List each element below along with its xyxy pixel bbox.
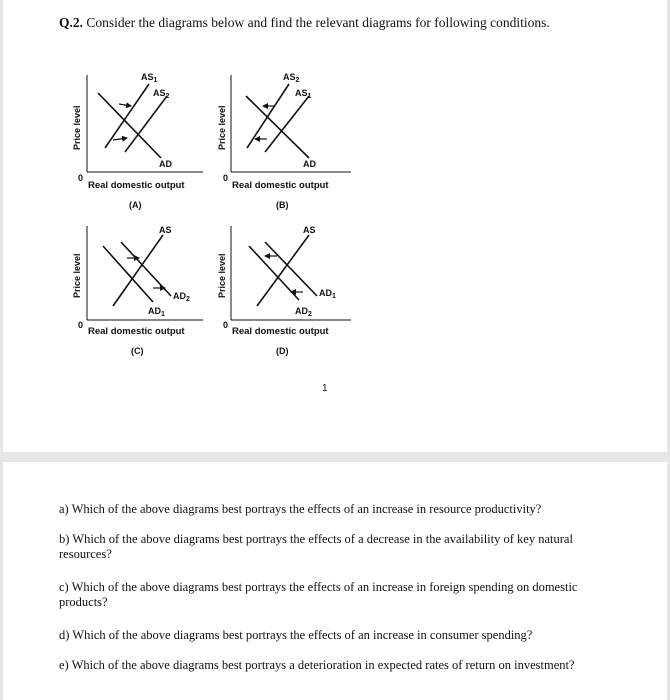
diagram-c-ad1-label: $AD_1$ (148, 306, 165, 318)
diagram-c (72, 225, 203, 356)
diagram-a-as2-label: $AS_2$ (153, 88, 170, 100)
diagram-d-as-label: AS (303, 225, 316, 235)
diagram-a-ad-label: AD (159, 159, 172, 169)
diagram-d-ad2-label: $AD_2$ (295, 306, 312, 318)
diagram-a-shift-arrow-bottom (113, 138, 127, 140)
diagram-a-ad-curve (98, 93, 161, 158)
diagram-a-as1-label: $AS_1$ (141, 72, 158, 84)
diagram-a-x-label: Real domestic output (88, 180, 185, 191)
diagram-b-caption: (B) (276, 200, 289, 210)
diagram-c-origin: 0 (78, 320, 84, 330)
diagram-d (217, 225, 351, 356)
diagram-d-caption: (D) (276, 346, 289, 356)
diagram-b-ad-curve (246, 96, 309, 158)
diagram-b (217, 72, 351, 210)
question-stem: Consider the diagrams below and find the relevant diagrams for following conditions. (86, 15, 550, 30)
diagram-d-x-label: Real domestic output (232, 326, 329, 337)
question-e: e) Which of the above diagrams best portrays a deterioration in expected rates of return on investment? (59, 658, 575, 672)
diagram-b-as2-curve (247, 84, 289, 148)
diagram-a-origin: 0 (78, 173, 84, 183)
diagram-c-x-label: Real domestic output (88, 326, 185, 337)
diagram-d-as-curve (257, 235, 309, 306)
diagram-a-shift-arrow-top (119, 104, 131, 106)
question-b: b) Which of the above diagrams best portrays the effects of a decrease in the availability of key natural resources? (59, 532, 573, 561)
diagram-b-y-label: Price level (217, 105, 227, 150)
diagram-c-ad1-curve (103, 246, 153, 302)
diagrams-figure (3, 0, 667, 452)
diagram-d-origin: 0 (223, 320, 229, 330)
diagram-d-ad1-curve (265, 242, 317, 296)
page-number: 1 (322, 383, 328, 394)
question-number: Q.2. (59, 15, 84, 30)
diagram-c-as-curve (113, 235, 163, 306)
question-d: d) Which of the above diagrams best portrays the effects of an increase in consumer spending? (59, 628, 533, 642)
diagram-d-y-label: Price level (217, 253, 227, 298)
diagram-b-as2-label: $AS_2$ (283, 72, 300, 84)
diagram-c-as-label: AS (159, 225, 172, 235)
diagram-d-ad1-label: $AD_1$ (319, 288, 336, 300)
diagram-c-y-label: Price level (72, 253, 82, 298)
question-a: a) Which of the above diagrams best portrays the effects of an increase in resource productivity? (59, 502, 542, 516)
diagram-b-as1-curve (265, 96, 309, 152)
diagram-b-ad-label: AD (303, 159, 316, 169)
diagram-b-as1-label: $AS_1$ (295, 88, 312, 100)
diagram-b-origin: 0 (223, 173, 229, 183)
diagram-c-ad2-label: $AD_2$ (173, 291, 190, 303)
diagram-c-caption: (C) (131, 346, 144, 356)
diagram-a-y-label: Price level (72, 105, 82, 150)
diagram-a-caption: (A) (129, 200, 142, 210)
page-1 (3, 0, 667, 452)
page-2 (3, 462, 667, 700)
diagram-b-x-label: Real domestic output (232, 180, 329, 191)
question-c: c) Which of the above diagrams best portrays the effects of an increase in foreign spending on domestic products? (59, 580, 578, 609)
diagram-a (72, 72, 203, 210)
